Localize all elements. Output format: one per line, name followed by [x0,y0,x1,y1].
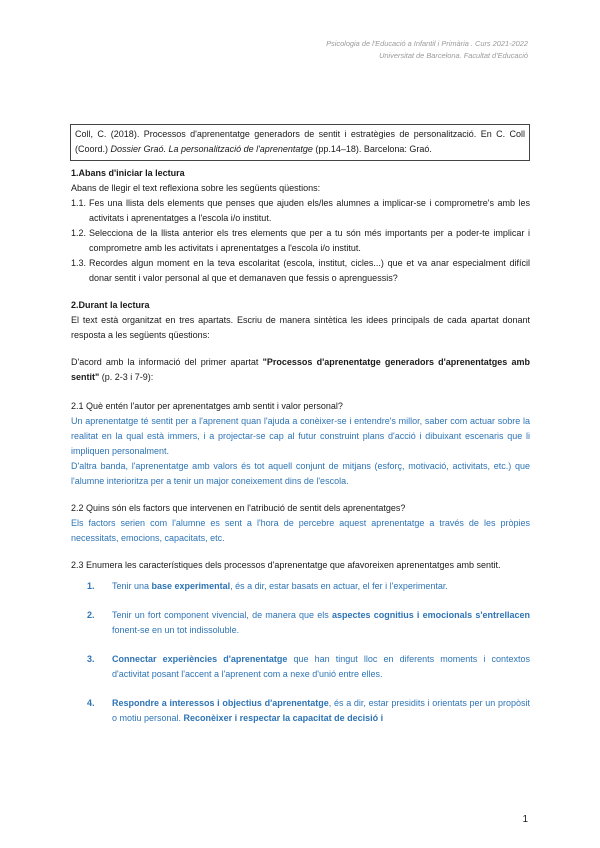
answer-2-2: Els factors serien com l'alumne es sent a l'hora de percebre aquest aprenentatge a través de les pròpies necessitats, emocions, capacitats, etc. [71,518,530,543]
citation-title: Dossier Graó. La personalització de l'aprenentatge [110,144,313,154]
question-1-2 [71,226,530,256]
list-text: Tenir un fort component vivencial, de manera que els [112,610,332,620]
question-number: 1.1. [71,198,87,208]
list-bold: Connectar experiències d'aprenentatge [112,654,288,664]
citation-box [70,124,530,161]
list-bold: Respondre a interessos i objectius d'aprenentatge [112,698,329,708]
list-text: , és a dir, estar basats en actuar, el fer i l'experimentar. [230,581,448,591]
question-number: 1.3. [71,258,87,268]
list-item [87,652,530,682]
list-bold: aspectes cognitius i emocionals s'entrellacen [331,610,531,620]
question-text: Selecciona de la llista anterior els tres elements que per a tu són més importants per a poder-te implicar i comprometre amb les activitats i aprenentatges a l'escola i/o institut. [89,228,530,253]
list-item [87,696,530,726]
question-2-2: 2.2 Quins són els factors que intervenen en l'atribució de sentit dels aprenentatges? [71,503,406,513]
section2-intro: El text està organitzat en tres apartats. Escriu de manera sintètica les idees principals de cada apartat donant resposta a les següents qüestions: [71,315,530,340]
list-text: , és a dir, estar presidits i orientats per un propòsit o motiu personal. [112,698,530,723]
question-number: 1.2. [71,228,87,238]
question-1-1 [71,196,530,226]
list-bold: base experimental [151,581,231,591]
lead-text-start: D'acord amb la informació del primer apartat [71,357,263,367]
list-number: 1. [87,581,95,591]
header-institution: Universitat de Barcelona. Facultat d'Educació [379,51,528,60]
list-text: fonent-se en un tot indissoluble. [112,625,240,635]
list-bold: Reconèixer i respectar la capacitat de decisió i [183,713,384,723]
answer-2-1-a: Un aprenentatge té sentit per a l'aprenent quan l'ajuda a conèixer-se i entendre's millor, saber com actuar sobre la realitat en la qual està immers, i a projectar-se cap al futur construint plans d'acció i dibuixant escenaris que li impliquen personalment. [71,416,530,456]
list-text: que han tingut lloc en diferents moments i contextos d'activitat posant l'accent a l'aprenent com a nexe d'unió entre elles. [112,654,531,679]
section1-intro: Abans de llegir el text reflexiona sobre les següents qüestions: [71,183,321,193]
list-number: 3. [87,654,95,664]
question-text: Fes una llista dels elements que penses que ajuden els/les alumnes a implicar-se i comprometre's amb les activitats i aprenentatges a l'escola i/o institut. [89,198,530,223]
list-text: Tenir una [112,581,152,591]
list-number: 2. [87,610,95,620]
question-1-3 [71,256,530,286]
list-number: 4. [87,698,95,708]
citation-text-end: (pp.14–18). Barcelona: Graó. [312,144,432,154]
header-course: Psicologia de l'Educació a Infantil i Primària . Curs 2021-2022 [326,39,528,48]
question-text: 2.3 Enumera les característiques dels processos d'aprenentatge que afavoreixen aprenentatges amb sentit. [71,560,501,570]
page-header [326,38,528,62]
main-content [71,166,530,726]
question-2-3 [71,558,530,573]
lead-text-end: (p. 2-3 i 7-9): [99,372,154,382]
question-2-1: 2.1 Què entén l'autor per aprenentatges amb sentit i valor personal? [71,401,343,411]
section2-title: 2.Durant la lectura [71,300,150,310]
section1-title: 1.Abans d'iniciar la lectura [71,168,185,178]
answer-2-1-b: D'altra banda, l'aprenentatge amb valors és tot aquell conjunt de mitjans (esforç, motivació, activitats, etc.) que l'alumne interioritza per a tenir un major coneixement dins de l'escola. [71,461,530,486]
citation-text-start: Coll, C. (2018). Processos d'aprenentatge generadors de sentit i estratègies de personalització. En C. Coll (Coord.) [75,129,525,154]
question-text: Recordes algun moment en la teva escolaritat (escola, institut, cicles...) que et va anar especialment difícil donar sentit i valor personal al que et demanaven que fessis o aprenguessis? [89,258,530,283]
page-number: 1 [522,814,528,825]
list-item [87,579,530,594]
section2-lead [71,355,530,385]
lead-section-title: "Processos d'aprenentatge generadors d'aprenentatges amb sentit" [71,357,530,382]
list-item [87,608,530,638]
